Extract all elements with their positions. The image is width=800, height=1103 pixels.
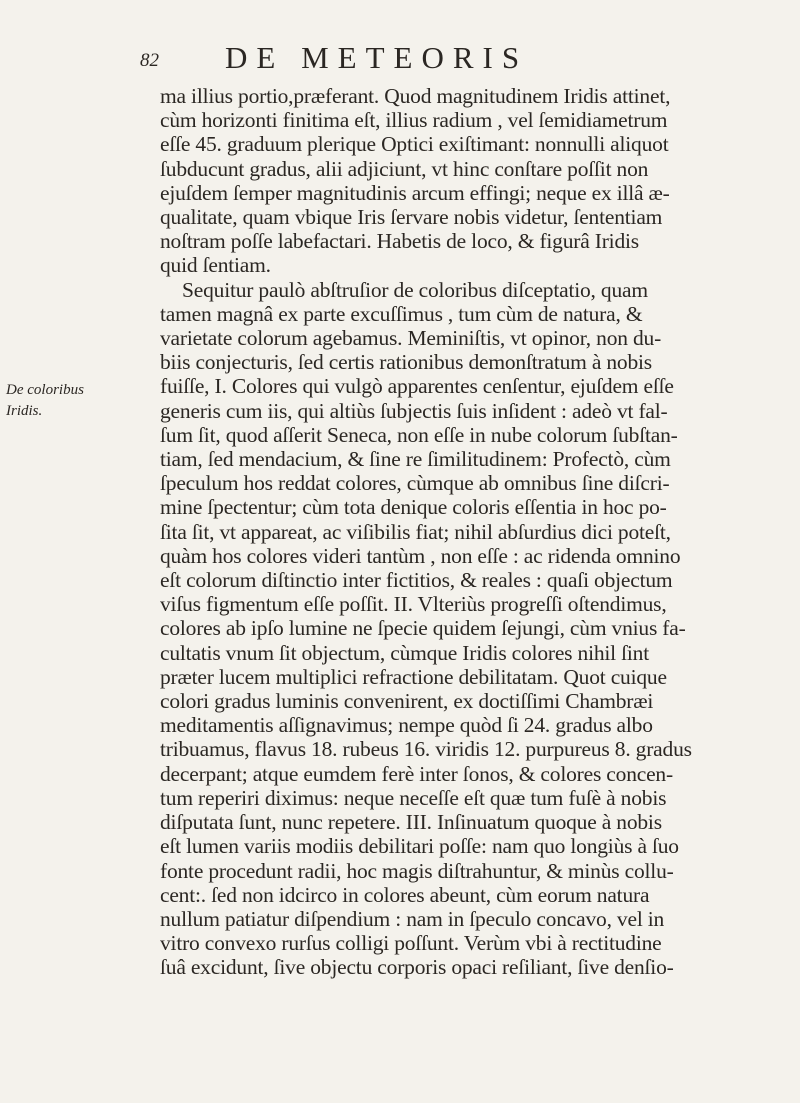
text-line: eſt lumen variis modiis debilitari poſſe: nam quo longiùs à ſuo — [160, 834, 679, 859]
text-line: mine ſpectentur; cùm tota denique coloris eſſentia in hoc po- — [160, 495, 667, 520]
text-line: diſputata ſunt, nunc repetere. III. Inſinuatum quoque à nobis — [160, 810, 662, 835]
text-line: meditamentis aſſignavimus; nempe quòd ſi 24. gradus albo — [160, 713, 653, 738]
text-line: ſubducunt gradus, alii adjiciunt, vt hinc conſtare poſſit non — [160, 156, 649, 181]
page-header — [0, 40, 800, 80]
text-line: ſum ſit, quod aſſerit Seneca, non eſſe in nube colorum ſubſtan- — [160, 422, 678, 447]
margin-note-line: Iridis. — [6, 403, 43, 419]
running-title: DE METEORIS — [225, 40, 529, 75]
text-line: fonte procedunt radii, hoc magis diſtrahuntur, & minùs collu- — [160, 858, 674, 883]
text-line: generis cum iis, qui altiùs ſubjectis ſuis inſident : adeò vt fal- — [160, 398, 668, 423]
text-line: qualitate, quam vbique Iris ſervare nobis videtur, ſententiam — [160, 205, 663, 230]
text-line: tamen magnâ ex parte excuſſimus , tum cùm de natura, & — [160, 301, 643, 326]
text-line: Sequitur paulò abſtruſior de coloribus diſceptatio, quam — [182, 277, 648, 302]
text-line: quàm hos colores videri tantùm , non eſſe : ac ridenda omnino — [160, 543, 681, 568]
text-line: cent:. ſed non idcirco in colores abeunt, cùm eorum natura — [160, 882, 650, 907]
body-text — [160, 84, 780, 980]
text-line: ſpeculum hos reddat colores, cùmque ab omnibus ſine diſcri- — [160, 471, 670, 496]
text-line: viſus figmentum eſſe poſſit. II. Vlteriùs progreſſi oſtendimus, — [160, 592, 667, 617]
text-line: noſtram poſſe labefactari. Habetis de loco, & figurâ Iridis — [160, 229, 639, 254]
text-line: cùm horizonti finitima eſt, illius radium , vel ſemidiametrum — [160, 108, 668, 133]
text-line: ma illius portio,præferant. Quod magnitudinem Iridis attinet, — [160, 84, 671, 108]
text-line: ſuâ excidunt, ſive objectu corporis opaci reſiliant, ſive denſio- — [160, 955, 674, 980]
text-line: præter lucem multiplici refractione debilitatam. Quot cuique — [160, 664, 667, 689]
text-line: vitro convexo rurſus colligi poſſunt. Verùm vbi à rectitudine — [160, 931, 662, 956]
margin-note — [6, 380, 106, 422]
text-line: tribuamus, flavus 18. rubeus 16. viridis 12. purpureus 8. gradus — [160, 737, 692, 762]
text-line: ſita ſit, vt appareat, ac viſibilis fiat; nihil abſurdius dici poteſt, — [160, 519, 671, 544]
text-line: fuiſſe, I. Colores qui vulgò apparentes cenſentur, ejuſdem eſſe — [160, 374, 674, 399]
text-line: colores ab ipſo lumine ne ſpecie quidem ſejungi, cùm vnius fa- — [160, 616, 686, 641]
text-line: colori gradus luminis convenirent, ex doctiſſimi Chambræi — [160, 689, 654, 714]
text-line: nullum patiatur diſpendium : nam in ſpeculo concavo, vel in — [160, 906, 665, 931]
margin-note-line: De coloribus — [6, 382, 84, 398]
text-line: decerpant; atque eumdem ferè inter ſonos, & colores concen- — [160, 761, 673, 786]
text-line: cultatis vnum ſit objectum, cùmque Iridis colores nihil ſint — [160, 640, 649, 665]
text-line: biis conjecturis, ſed certis rationibus demonſtratum à nobis — [160, 350, 652, 375]
text-line: eſſe 45. graduum plerique Optici exiſtimant: nonnulli aliquot — [160, 132, 669, 157]
text-line: ejuſdem ſemper magnitudinis arcum effingi; neque ex illâ æ- — [160, 180, 670, 205]
text-line: tiam, ſed mendacium, & ſine re ſimilitudinem: Profectò, cùm — [160, 447, 671, 472]
text-line: quid ſentiam. — [160, 253, 271, 278]
text-line: eſt colorum diſtinctio inter fictitios, & reales : quaſi objectum — [160, 568, 673, 593]
page-number: 82 — [140, 50, 159, 71]
text-line: tum reperiri diximus: neque neceſſe eſt quæ tum fuſè à nobis — [160, 785, 667, 810]
text-line: varietate colorum agebamus. Meminiſtis, vt opinor, non du- — [160, 326, 662, 351]
